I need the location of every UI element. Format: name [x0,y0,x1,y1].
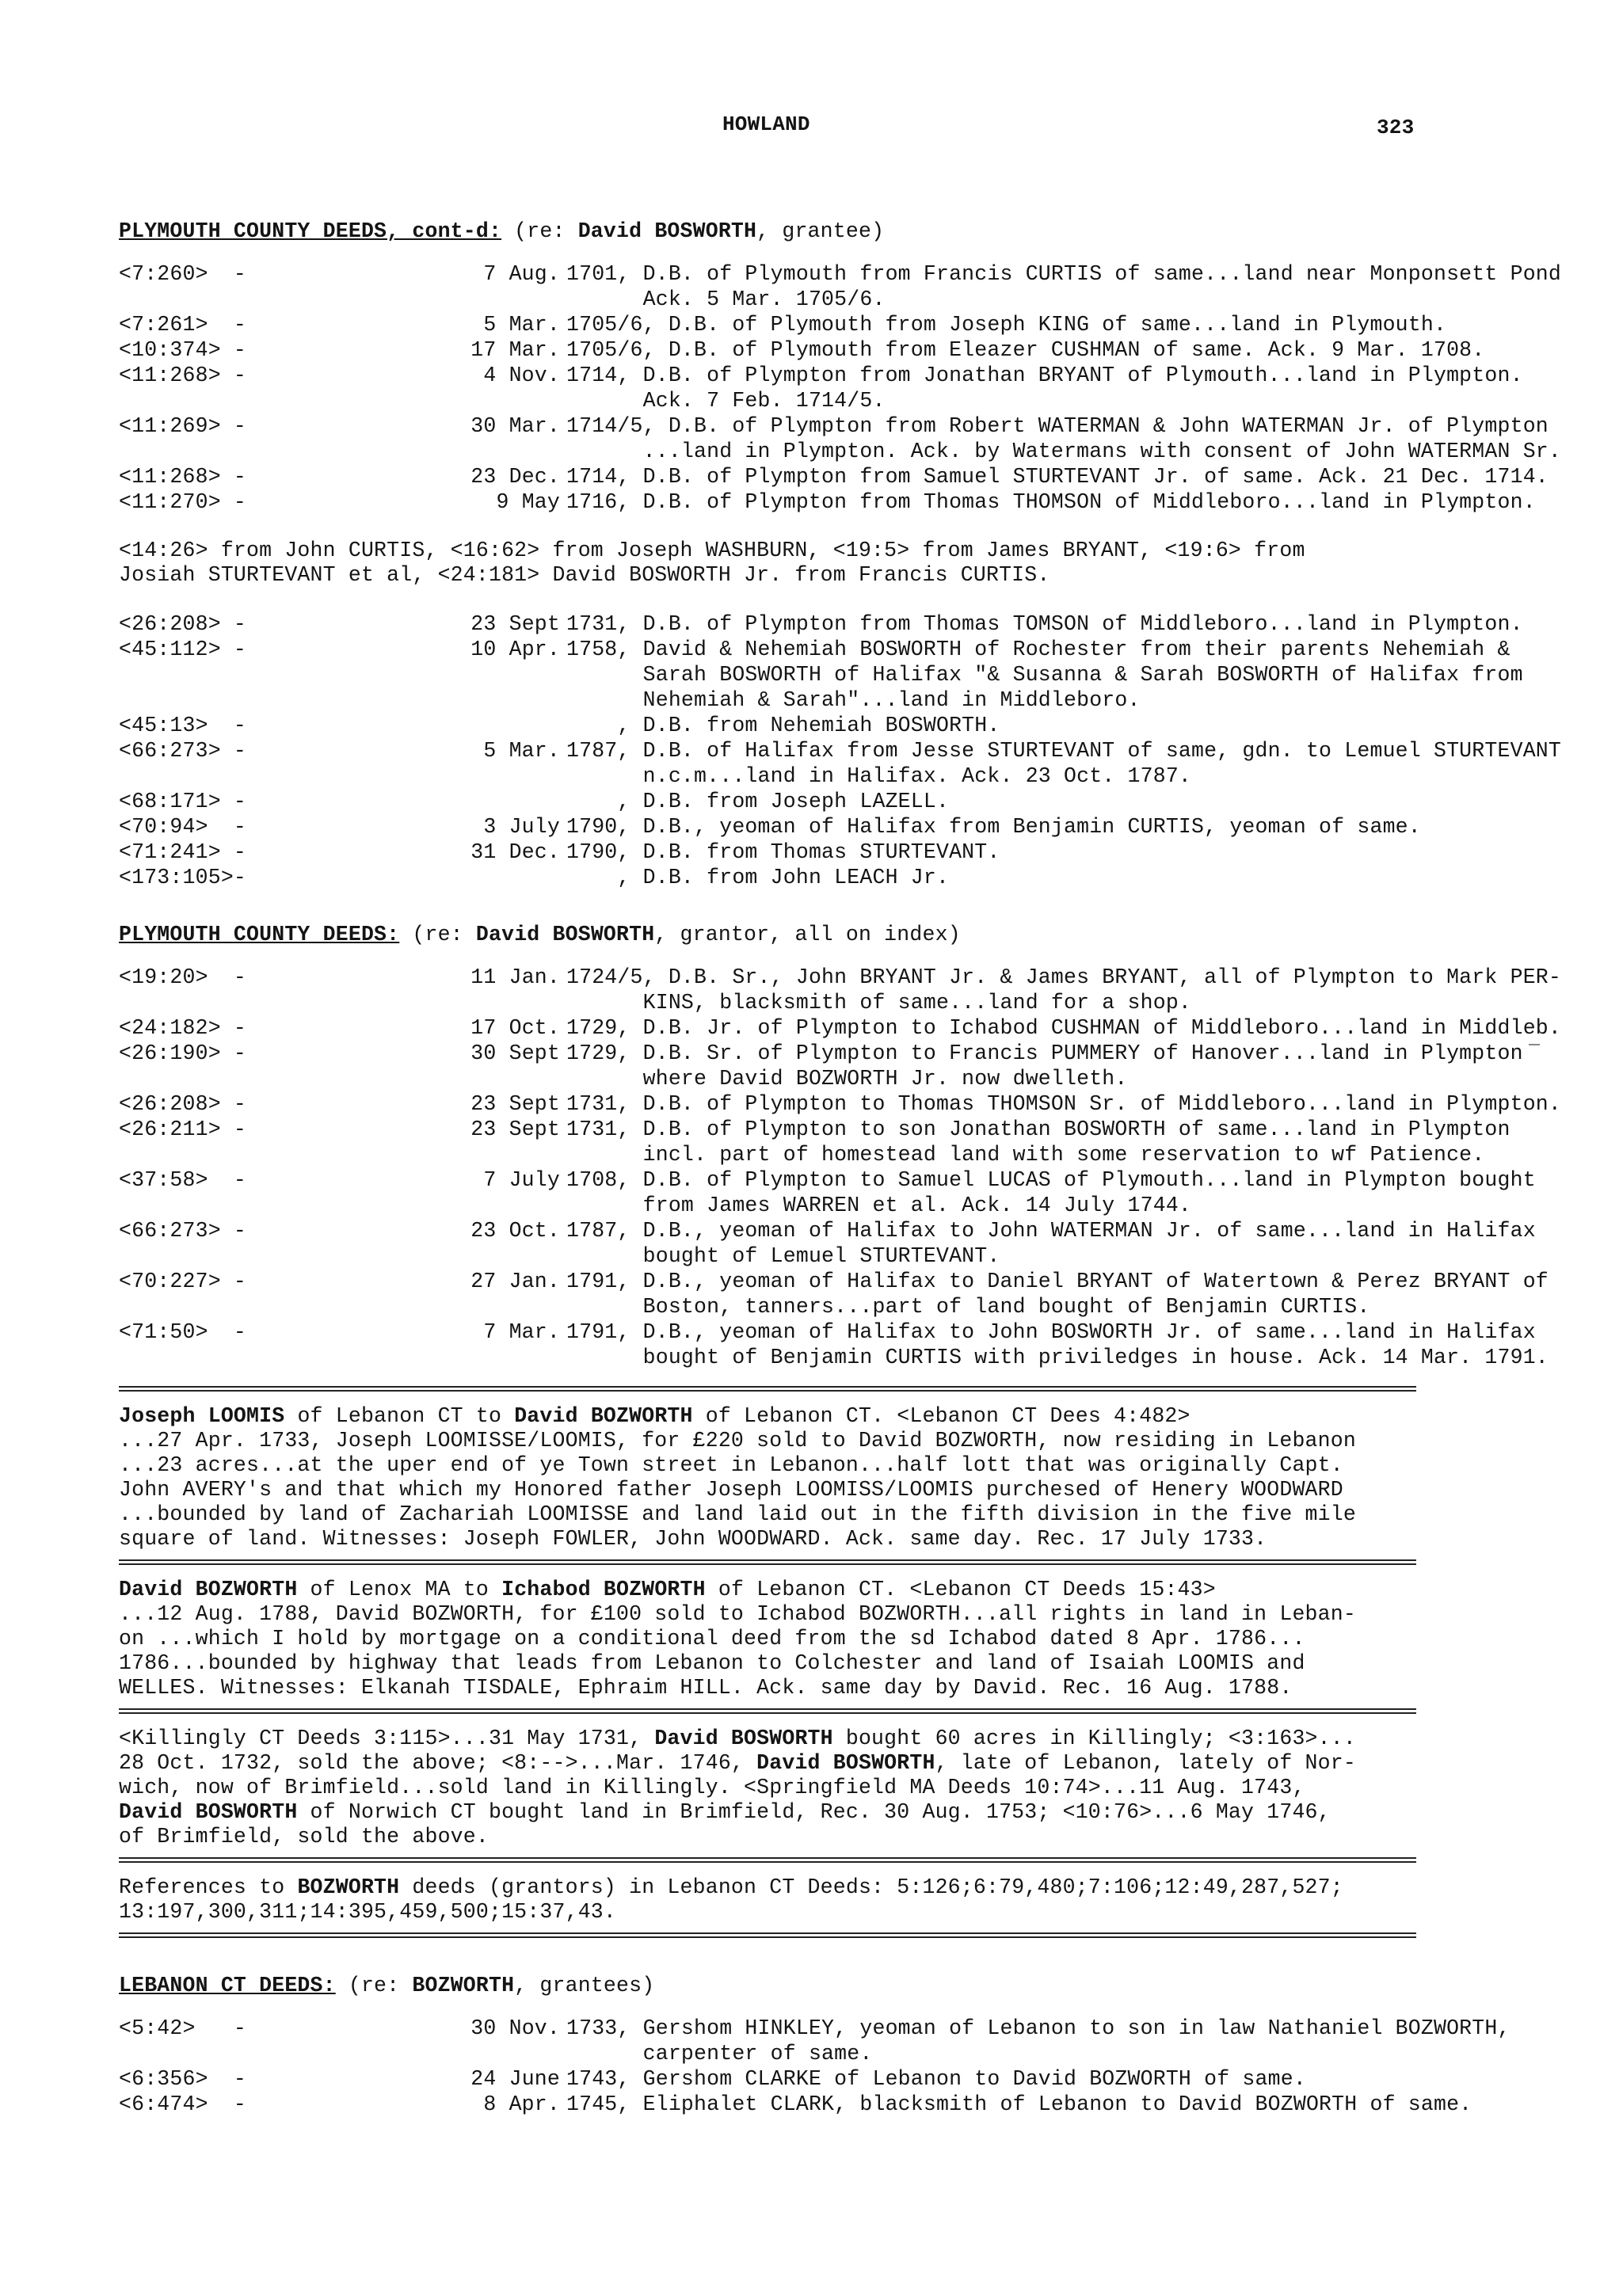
divider [119,1386,1416,1392]
section-heading: PLYMOUTH COUNTY DEEDS: (re: David BOSWORTH, grantor, all on index) [119,923,961,946]
deed-description [566,413,1561,464]
note-killingly-line: wich, now of Brimfield...sold land in Killingly. <Springfield MA Deeds 10:74>...11 Aug. 1743, [119,1776,1305,1799]
deed-reference: <7:260> - [119,262,247,286]
deed-reference: <45:112> - [119,638,247,661]
deed-entry [119,738,1562,789]
deed-date: 30 Nov. [470,2016,560,2040]
deed-entry [119,261,1562,312]
deed-reference: <173:105>- [119,866,247,889]
deed-entry [119,865,1418,890]
deed-date: 4 Nov. [483,364,560,387]
deed-line: ...land in Plympton. Ack. by Watermans with consent of John WATERMAN Sr. [566,440,1562,463]
deed-date: 17 Oct. [470,1016,560,1040]
deed-line: 1705/6, D.B. of Plymouth from Eleazer CUSHMAN of same. Ack. 9 Mar. 1708. [566,338,1485,362]
deed-date: 7 Aug. [483,262,560,286]
deed-date: 30 Mar. [470,414,560,438]
deed-entry [119,637,1523,713]
divider [119,1857,1416,1863]
deed-entries [119,965,1562,1370]
deed-entry [119,1041,1523,1091]
deed-line: 1745, Eliphalet CLARK, blacksmith of Lebanon to David BOZWORTH of same. [566,2092,1472,2116]
boxed-notes [119,1378,1418,1951]
deed-date: 31 Dec. [470,840,560,864]
deed-description [566,2016,1510,2066]
deed-line: bought of Benjamin CURTIS with priviledges in house. Ack. 14 Mar. 1791. [566,1346,1549,1369]
deed-date [432,865,566,890]
deed-date: 23 Sept [470,1118,560,1141]
deed-date: 8 Apr. [483,2092,560,2116]
deed-line: 1729, D.B. Sr. of Plympton to Francis PUMMERY of Hanover...land in Plympton [566,1041,1523,1065]
page-number: 323 [1377,116,1415,139]
deed-reference: <6:356> - [119,2067,247,2091]
deed-description [566,2092,1472,2117]
section-heading: PLYMOUTH COUNTY DEEDS, cont-d: (re: David BOSWORTH, grantee) [119,219,885,243]
deed-date: 10 Apr. [470,638,560,661]
deed-line: 1758, David & Nehemiah BOSWORTH of Rochester from their parents Nehemiah & [566,638,1510,661]
page-header [0,112,1600,144]
deed-date: 27 Jan. [470,1270,560,1293]
deed-reference: <10:374> - [119,338,247,362]
deed-line: from James WARREN et al. Ack. 14 July 1744. [566,1194,1192,1217]
deed-reference: <45:13> - [119,714,247,737]
deed-reference: <7:261> - [119,313,247,337]
deed-description [566,312,1446,337]
deed-reference: <11:268> - [119,364,247,387]
deed-entry [119,464,1549,489]
deed-description [566,637,1523,713]
deed-description [566,2066,1418,2092]
deed-entry [119,2016,1510,2066]
deed-date: 23 Sept [470,612,560,636]
deed-entry [119,2092,1472,2117]
deed-description [566,713,1418,738]
deed-line: 1787, D.B. of Halifax from Jesse STURTEVANT of same, gdn. to Lemuel STURTEVANT [566,739,1562,763]
deed-line: 1714, D.B. of Plympton from Samuel STURTEVANT Jr. of same. Ack. 21 Dec. 1714. [566,465,1549,489]
deed-line: , D.B. from Nehemiah BOSWORTH. [566,714,1000,737]
deed-date: 7 Mar. [483,1320,560,1344]
deed-line: 1791, D.B., yeoman of Halifax to John BOSWORTH Jr. of same...land in Halifax [566,1320,1536,1344]
deed-description [566,1319,1549,1370]
deed-entry [119,363,1523,413]
deed-reference: <71:241> - [119,840,247,864]
deed-line: , D.B. from John LEACH Jr. [566,866,950,889]
deed-line: 1708, D.B. of Plympton to Samuel LUCAS of Plymouth...land in Plympton bought [566,1168,1536,1192]
deed-description [566,464,1549,489]
deed-entry [119,1015,1562,1041]
deed-entry [119,1218,1536,1269]
deed-description [566,789,1418,814]
deed-line: incl. part of homestead land with some reservation to wf Patience. [566,1143,1485,1167]
deed-date: 23 Oct. [470,1219,560,1243]
divider [119,1708,1416,1714]
note-killingly-line: of Brimfield, sold the above. [119,1825,489,1849]
deed-reference: <26:208> - [119,612,247,636]
deed-reference: <6:474> - [119,2092,247,2116]
deed-line: bought of Lemuel STURTEVANT. [566,1244,1000,1268]
deed-description [566,1218,1536,1269]
deed-reference: <71:50> - [119,1320,247,1344]
divider [119,1932,1416,1938]
section-heading: LEBANON CT DEEDS: (re: BOZWORTH, grantees) [119,1974,655,1997]
deed-entry [119,2066,1418,2092]
deed-description [566,840,1418,865]
deed-date: 5 Mar. [483,313,560,337]
deed-line: 1716, D.B. of Plympton from Thomas THOMSON of Middleboro...land in Plympton. [566,490,1536,514]
deed-reference: <66:273> - [119,1219,247,1243]
deed-description [566,261,1561,312]
deed-line: Nehemiah & Sarah"...land in Middleboro. [566,688,1141,712]
deed-line: n.c.m...land in Halifax. Ack. 23 Oct. 1787. [566,764,1192,788]
section-lebanon [119,1968,1510,2117]
deed-line: 1729, D.B. Jr. of Plympton to Ichabod CUSHMAN of Middleboro...land in Middleb. [566,1016,1562,1040]
deed-line: 1705/6, D.B. of Plymouth from Joseph KING of same...land in Plymouth. [566,313,1447,337]
deed-line: 1731, D.B. of Plympton to son Jonathan BOSWORTH of same...land in Plympton [566,1118,1510,1141]
deed-date: 3 July [483,815,560,839]
deed-description [566,1269,1549,1319]
deed-description [566,814,1421,840]
deed-entry [119,789,1418,814]
deed-line: carpenter of same. [566,2042,873,2066]
deed-date: 11 Jan. [470,965,560,989]
section-grantor [119,917,1562,1370]
deed-line: 1790, D.B. from Thomas STURTEVANT. [566,840,1000,864]
deed-date [432,789,566,814]
note-loomis: Joseph LOOMIS of Lebanon CT to David BOZWORTH of Lebanon CT. <Lebanon CT Dees 4:482> [119,1404,1190,1428]
deed-description [566,865,1418,890]
deed-entry [119,965,1562,1015]
deed-reference: <11:269> - [119,414,247,438]
deed-entry [119,312,1447,337]
deed-reference: <70:227> - [119,1270,247,1293]
deed-reference: <26:190> - [119,1041,247,1065]
note-bozworth: David BOZWORTH of Lenox MA to Ichabod BOZWORTH of Lebanon CT. <Lebanon CT Deeds 15:43> [119,1578,1216,1601]
deed-entries [119,261,1562,515]
deed-description [566,1015,1561,1041]
deed-line: 1714, D.B. of Plympton from Jonathan BRYANT of Plymouth...land in Plympton. [566,364,1523,387]
deed-description [566,1117,1510,1167]
divider [119,1559,1416,1565]
note-bozworth-text: ...12 Aug. 1788, David BOZWORTH, for £100 sold to Ichabod BOZWORTH...all rights in land in Leban- on ...which I hold by mortgage on a conditional deed from the sd Ichabod dated 8 Apr. 1786... 1786...bounded by highway that leads from Lebanon to Colchester and land of Isaiah LOOMIS and WELLES. Witnesses: Elkanah TISDALE, Ephraim HILL. Ack. same day by David. Rec. 16 Aug. 1788. [119,1602,1356,1700]
deed-date [432,713,566,738]
deed-entry [119,840,1418,865]
deed-description [566,489,1536,515]
deed-date: 24 June [470,2067,560,2091]
section-grantee [119,214,1562,890]
deed-line: 1724/5, D.B. Sr., John BRYANT Jr. & James BRYANT, all of Plympton to Mark PER- [566,965,1562,989]
deed-entries-continued [119,611,1562,890]
deed-entry [119,611,1523,637]
deed-line: Boston, tanners...part of land bought of Benjamin CURTIS. [566,1295,1370,1319]
deed-entry [119,1319,1549,1370]
deed-description [566,965,1561,1015]
note-killingly: <Killingly CT Deeds 3:115>...31 May 1731, David BOSWORTH bought 60 acres in Killingly; <3:163>... [119,1727,1356,1750]
deed-date: 23 Sept [470,1092,560,1116]
deed-description [566,363,1523,413]
deed-line: 1791, D.B., yeoman of Halifax to Daniel BRYANT of Watertown & Perez BRYANT of [566,1270,1549,1293]
deed-line: KINS, blacksmith of same...land for a shop. [566,991,1192,1015]
deed-line: 1731, D.B. of Plympton to Thomas THOMSON Sr. of Middleboro...land in Plympton. [566,1092,1562,1116]
note-loomis-text: ...27 Apr. 1733, Joseph LOOMISSE/LOOMIS, for £220 sold to David BOZWORTH, now residing in Lebanon ...23 acres...at the uper end of ye Town street in Lebanon...half lott that was originally Capt. John AVERY's and that which my Honored father Joseph LOOMISS/LOOMIS purchesed of Henery WOODWARD ...bounded by land of Zachariah LOOMISSE and land laid out in the fifth division in the five mile square of land. Witnesses: Joseph FOWLER, John WOODWARD. Ack. same day. Rec. 17 July 1733. [119,1429,1356,1551]
deed-description [566,611,1523,637]
deed-description [566,1041,1523,1091]
deed-line: Sarah BOSWORTH of Halifax "& Susanna & Sarah BOSWORTH of Halifax from [566,663,1523,687]
running-title: HOWLAND [722,112,810,136]
deed-entry [119,1117,1510,1167]
cross-reference-paragraph: <14:26> from John CURTIS, <16:62> from Joseph WASHBURN, <19:5> from James BRYANT, <19:6> from Josiah STURTEVANT et al, <24:181> David BOSWORTH Jr. from Francis CURTIS. [119,539,1305,587]
deed-line: , D.B. from Joseph LAZELL. [566,790,950,813]
deed-reference: <11:270> - [119,490,247,514]
deed-reference: <24:182> - [119,1016,247,1040]
deed-reference: <26:211> - [119,1118,247,1141]
deed-reference: <70:94> - [119,815,247,839]
deed-line: 1731, D.B. of Plympton from Thomas TOMSON of Middleboro...land in Plympton. [566,612,1523,636]
deed-entries [119,2016,1510,2117]
deed-entry [119,1167,1536,1218]
deed-date: 7 July [483,1168,560,1192]
deed-reference: <11:268> - [119,465,247,489]
deed-line: 1787, D.B., yeoman of Halifax to John WATERMAN Jr. of same...land in Halifax [566,1219,1536,1243]
deed-entry [119,1269,1549,1319]
note-killingly-line: David BOSWORTH of Norwich CT bought land in Brimfield, Rec. 30 Aug. 1753; <10:76>...6 May 1746, [119,1800,1331,1824]
deed-line: where David BOZWORTH Jr. now dwelleth. [566,1067,1128,1091]
deed-line: Ack. 5 Mar. 1705/6. [566,287,886,311]
margin-mark [1529,1044,1540,1045]
deed-date: 17 Mar. [470,338,560,362]
deed-entry [119,489,1536,515]
deed-line: Ack. 7 Feb. 1714/5. [566,389,886,413]
note-references: References to BOZWORTH deeds (grantors) in Lebanon CT Deeds: 5:126;6:79,480;7:106;12:49,287,527; [119,1875,1343,1899]
deed-entry [119,337,1485,363]
note-references-line: 13:197,300,311;14:395,459,500;15:37,43. [119,1900,617,1924]
deed-line: 1790, D.B., yeoman of Halifax from Benjamin CURTIS, yeoman of same. [566,815,1421,839]
deed-date: 30 Sept [470,1041,560,1065]
deed-entry [119,713,1418,738]
deed-reference: <19:20> - [119,965,247,989]
deed-line: 1701, D.B. of Plymouth from Francis CURTIS of same...land near Monponsett Pond [566,262,1562,286]
note-killingly-line: 28 Oct. 1732, sold the above; <8:-->...Mar. 1746, David BOSWORTH, late of Lebanon, lately of Nor- [119,1751,1356,1775]
deed-reference: <66:273> - [119,739,247,763]
deed-description [566,1167,1536,1218]
deed-entry [119,413,1562,464]
deed-description [566,738,1561,789]
deed-reference: <5:42> - [119,2016,247,2040]
deed-reference: <68:171> - [119,790,247,813]
deed-entry [119,1091,1562,1117]
deed-description [566,337,1484,363]
deed-description [566,1091,1561,1117]
deed-date: 5 Mar. [483,739,560,763]
deed-entry [119,814,1421,840]
deed-date: 23 Dec. [470,465,560,489]
deed-line: 1733, Gershom HINKLEY, yeoman of Lebanon to son in law Nathaniel BOZWORTH, [566,2016,1510,2040]
deed-line: 1743, Gershom CLARKE of Lebanon to David BOZWORTH of same. [566,2067,1306,2091]
deed-line: 1714/5, D.B. of Plympton from Robert WATERMAN & John WATERMAN Jr. of Plympton [566,414,1549,438]
deed-reference: <26:208> - [119,1092,247,1116]
deed-reference: <37:58> - [119,1168,247,1192]
deed-date: 9 May [496,490,560,514]
